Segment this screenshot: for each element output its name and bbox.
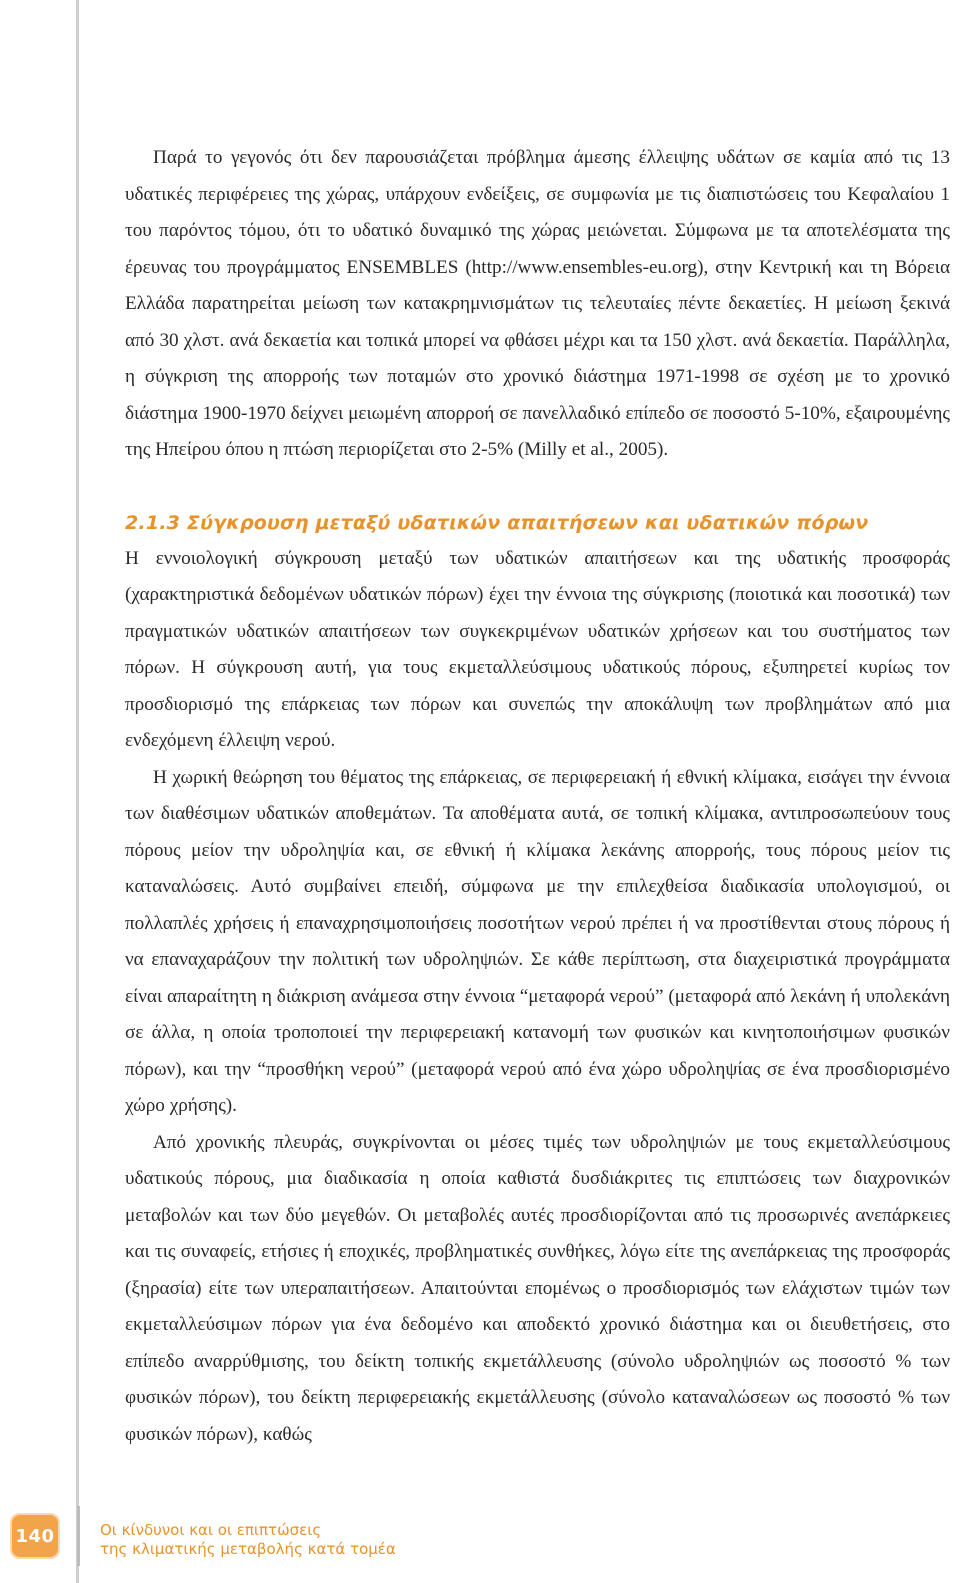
body-paragraph: Παρά το γεγονός ότι δεν παρουσιάζεται πρόβλημα άμεσης έλλειψης υδάτων σε καμία από τις 13 υδατικές περιφέρειες της χώρας, υπάρχουν ενδείξεις, σε συμφωνία με τις διαπιστώσεις του Κεφαλαίου 1 του παρόντος τόμου, ότι το υδατικό δυναμικό της χώρας μειώνεται. Σύμφωνα με τα αποτελέσματα της έρευνας του προγράμματος ENSEMBLES (http://www.ensembles-eu.org), στην Κεντρική και τη Βόρεια Ελλάδα παρατηρείται μείωση των κατακρημνισμάτων τις τελευταίες πέντε δεκαετίες. Η μείωση ξεκινά από 30 χλστ. ανά δεκαετία και τοπικά μπορεί να φθάσει μέχρι και τα 150 χλστ. ανά δεκαετία. Παράλληλα, η σύγκριση της απορροής των ποταμών στο χρονικό διάστημα 1971-1998 σε σχέση με το χρονικό διάστημα 1900-1970 δείχνει μειωμένη απορροή σε πανελλαδικό επίπεδο σε ποσοστό 5-10%, εξαιρουμένης της Ηπείρου όπου η πτώση περιορίζεται στο 2-5% (Milly et al., 2005). <box>125 147 950 460</box>
page-number-badge <box>10 1513 60 1559</box>
body-paragraph: Η χωρική θεώρηση του θέματος της επάρκειας, σε περιφερειακή ή εθνική κλίμακα, εισάγει την έννοια των διαθέσιμων υδατικών αποθεμάτων. Τα αποθέματα αυτά, σε τοπική κλίμακα, αντιπροσωπεύουν τους πόρους μείον την υδροληψία και, σε εθνική ή κλίμακα λεκάνης απορροής, τους πόρους μείον τις καταναλώσεις. Αυτό συμβαίνει επειδή, σύμφωνα με την επιλεχθείσα διαδικασία υπολογισμού, οι πολλαπλές χρήσεις ή επαναχρησιμοποιήσεις ποσοτήτων νερού πρέπει ή να προστίθενται στους πόρους ή να επαναχαράζουν την πολιτική των υδροληψιών. Σε κάθε περίπτωση, στα διαχειριστικά προγράμματα είναι απαραίτητη η διάκριση ανάμεσα στην έννοια “μεταφορά νερού” (μεταφορά από λεκάνη ή υπολεκάνη σε άλλα, η οποία τροποποιεί την περιφερειακή κατανομή των φυσικών και κινητοποιήσιμων φυσικών πόρων), και την “προσθήκη νερού” (μεταφορά νερού από ένα χώρο υδροληψίας σε ένα προσδιορισμένο χώρο χρήσης). <box>125 766 950 1116</box>
left-margin-rule <box>76 0 79 1583</box>
footer-title-line-1: Οι κίνδυνοι και οι επιπτώσεις <box>100 1521 322 1539</box>
section-heading: 2.1.3 Σύγκρουση μεταξύ υδατικών απαιτήσεων και υδατικών πόρων <box>125 511 869 534</box>
page-content <box>125 140 950 1453</box>
footer-divider <box>77 1506 80 1566</box>
body-paragraph: Η εννοιολογική σύγκρουση μεταξύ των υδατικών απαιτήσεων και της υδατικής προσφοράς (χαρακτηριστικά δεδομένων υδατικών πόρων) έχει την έννοια της σύγκρισης (ποιοτικά και ποσοτικά) των πραγματικών υδατικών απαιτήσεων των συγκεκριμένων υδατικών χρήσεων και του συστήματος των πόρων. Η σύγκρουση αυτή, για τους εκμεταλλεύσιμους υδατικούς πόρους, εξυπηρετεί κυρίως τον προσδιορισμό της επάρκειας των πόρων και συνεπώς την αποκάλυψη των προβλημάτων από μια ενδεχόμενη έλλειψη νερού. <box>125 547 950 751</box>
running-footer <box>100 1521 396 1559</box>
footer-title-line-2: της κλιματικής μεταβολής κατά τομέα <box>100 1540 396 1558</box>
body-paragraph: Από χρονικής πλευράς, συγκρίνονται οι μέσες τιμές των υδροληψιών με τους εκμεταλλεύσιμους υδατικούς πόρους, μια διαδικασία η οποία καθιστά δυσδιάκριτες τις επιπτώσεις των διαχρονικών μεταβολών και των δύο μεγεθών. Οι μεταβολές αυτές προσδιορίζονται από τις προσωρινές ανεπάρκειες και τις συναφείς, ετήσιες ή εποχικές, προβληματικές συνθήκες, λόγω είτε της ανεπάρκειας της προσφοράς (ξηρασία) είτε των υπεραπαιτήσεων. Απαιτούνται επομένως ο προσδιορισμός των ελάχιστων τιμών των εκμεταλλεύσιμων πόρων για ένα δεδομένο και αποδεκτό χρονικό διάστημα και οι διευθετήσεις, στο επίπεδο αναρρύθμισης, του δείκτη τοπικής εκμετάλλευσης (σύνολο υδροληψιών ως ποσοστό % των φυσικών πόρων), του δείκτη περιφερειακής εκμετάλλευσης (σύνολο καταναλώσεων ως ποσοστό % των φυσικών πόρων), καθώς <box>125 1131 950 1445</box>
page-number: 140 <box>15 1525 55 1547</box>
